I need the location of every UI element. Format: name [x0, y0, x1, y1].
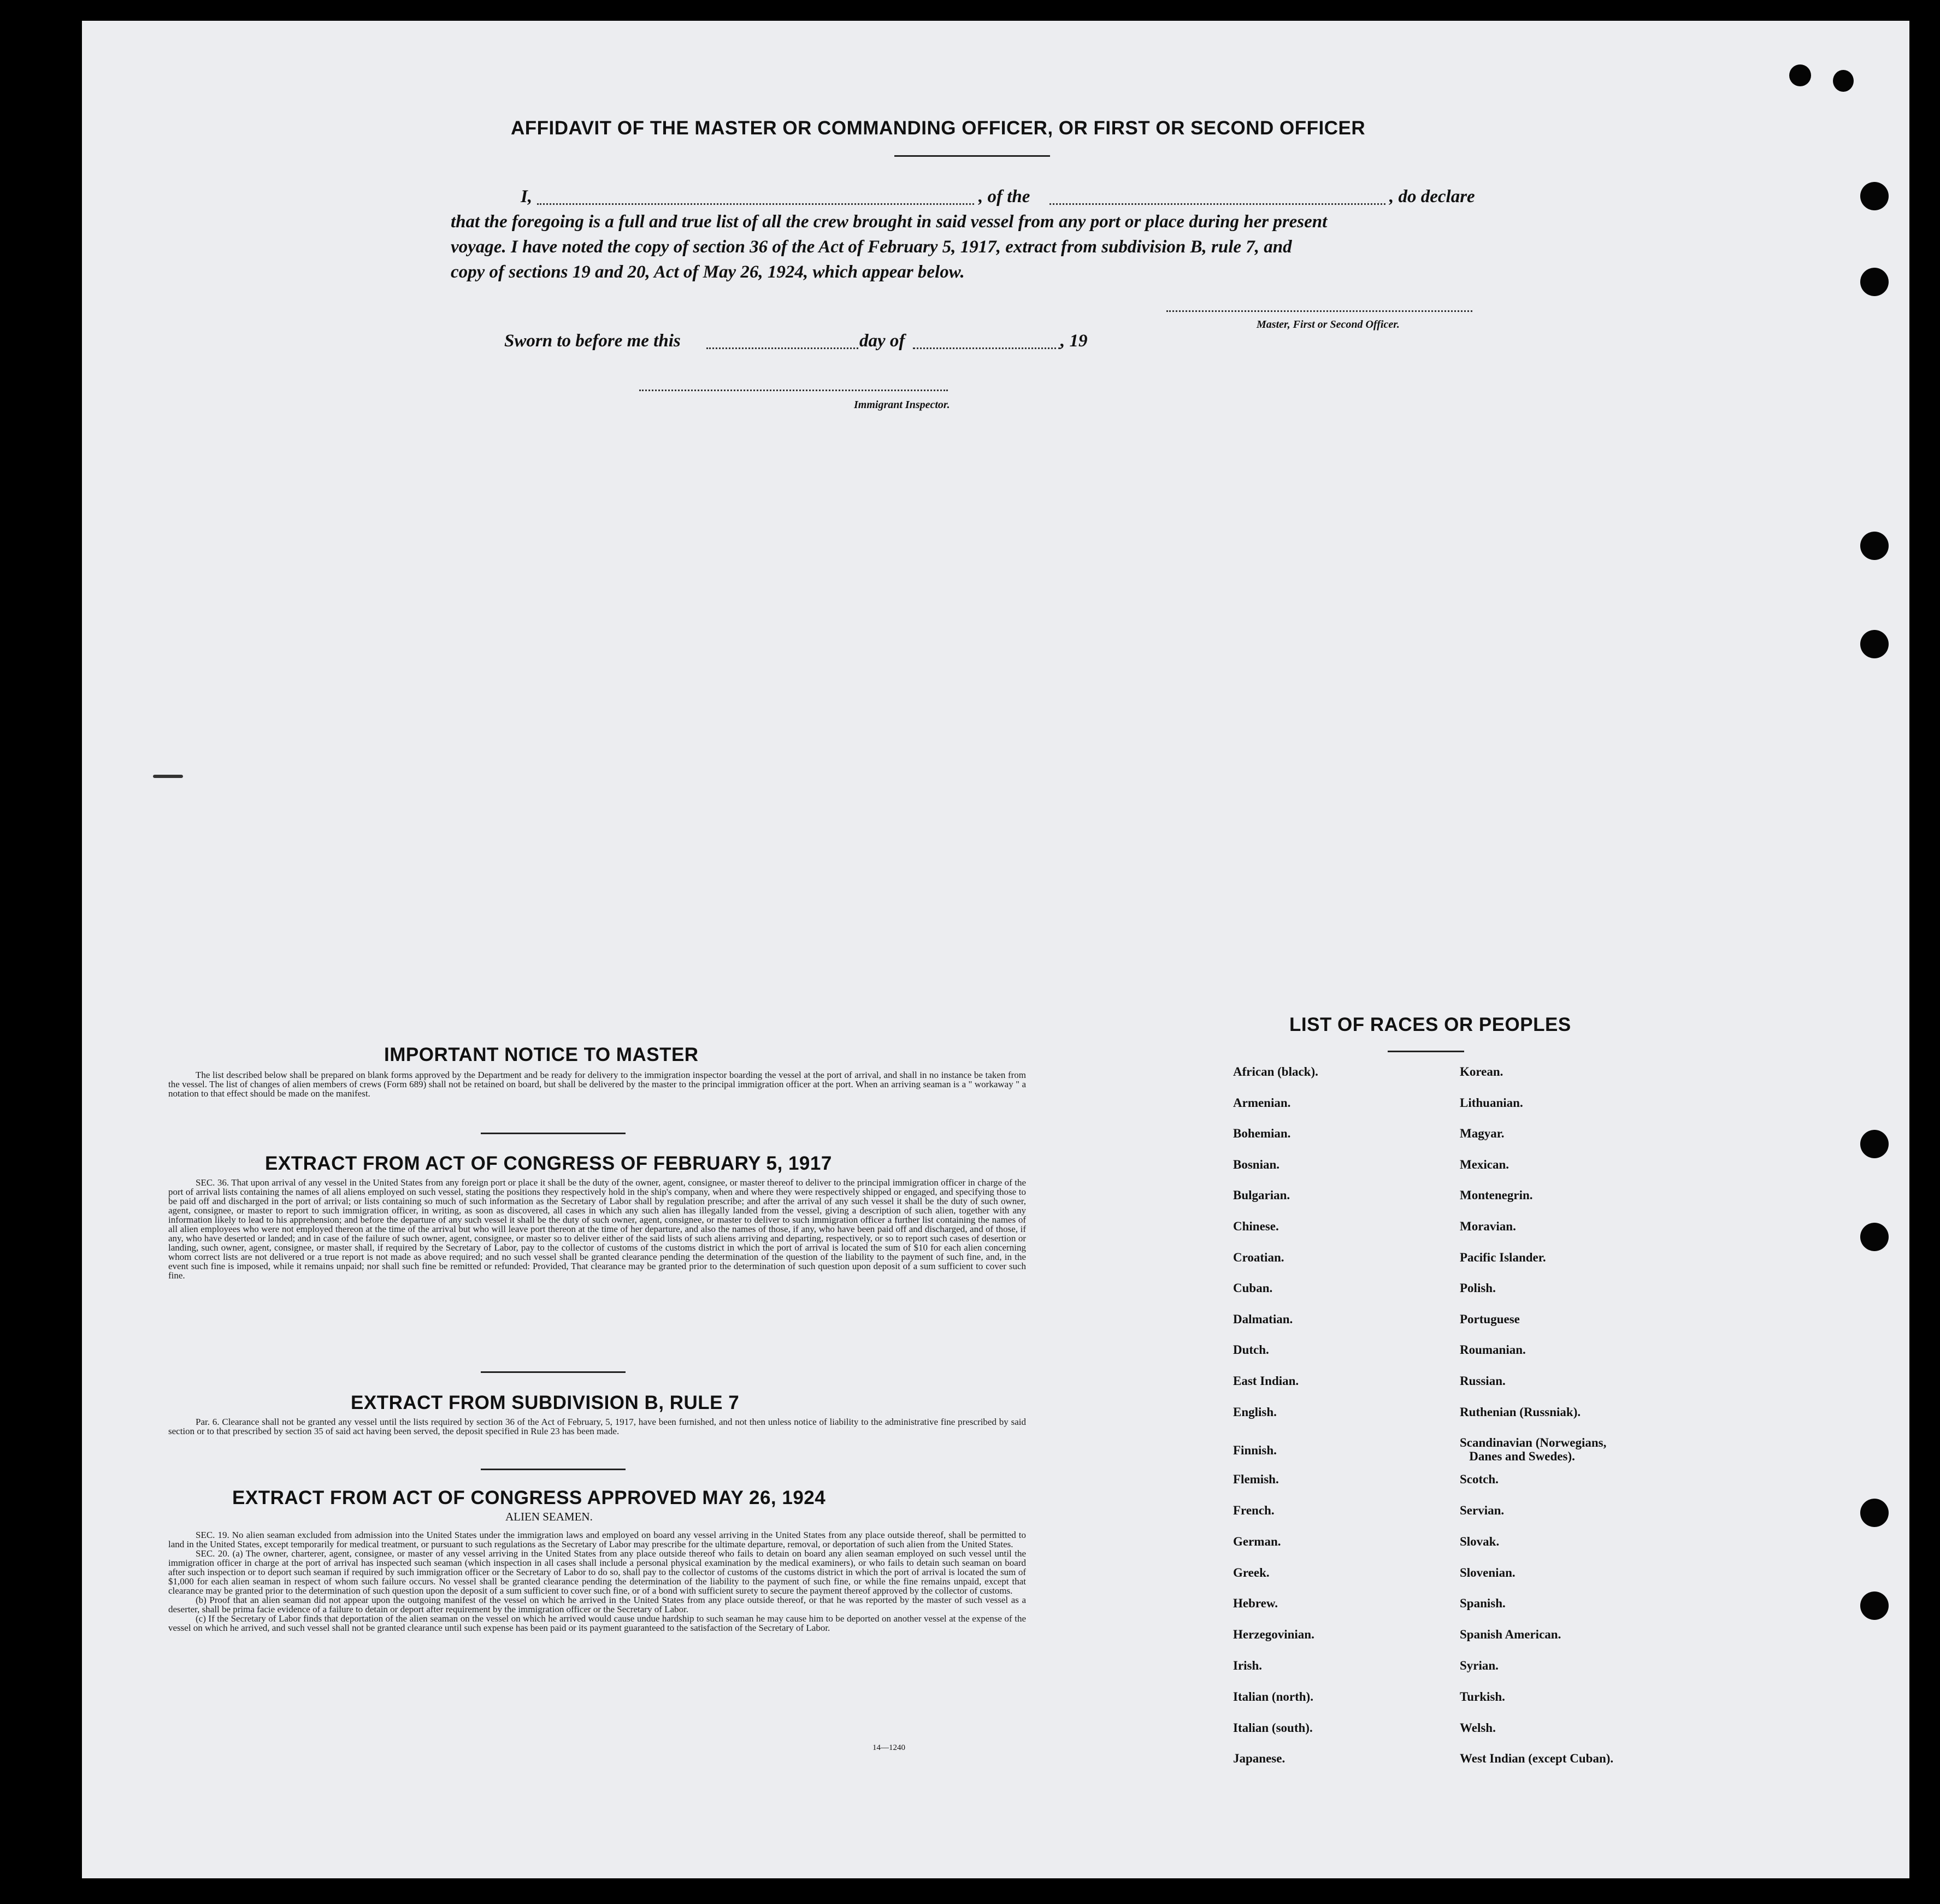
day-blank[interactable]	[706, 347, 858, 349]
punch-hole	[1860, 532, 1889, 560]
section-divider	[481, 1469, 626, 1470]
race-right-item: Welsh.	[1460, 1720, 1496, 1735]
punch-hole	[1789, 64, 1811, 86]
race-right-item: Magyar.	[1460, 1127, 1505, 1141]
race-right-item: Mexican.	[1460, 1157, 1509, 1171]
name-blank[interactable]	[537, 203, 974, 205]
punch-hole	[1833, 70, 1854, 92]
race-left-item: Italian (north).	[1233, 1689, 1313, 1703]
race-left-item: Armenian.	[1233, 1095, 1291, 1110]
race-left-item: Flemish.	[1233, 1472, 1279, 1487]
notice-title: IMPORTANT NOTICE TO MASTER	[384, 1044, 699, 1065]
sec-19: SEC. 19. No alien seaman excluded from admission into the United States under the immigration laws and employed on board any vessel arriving in the United States from any place outside thereof, shall be permitted to land in the United States, except temporarily for medical treatment, or pursuant to such regulations as the Secretary of Labor may prescribe for the ultimate departure, removal, or deportation of such alien from the United States.	[168, 1530, 1026, 1549]
race-right-item: Slovak.	[1460, 1534, 1500, 1548]
title-underline	[894, 155, 1050, 157]
section-divider	[481, 1133, 626, 1134]
race-right-item: Russian.	[1460, 1374, 1506, 1388]
extract-1924-body	[168, 1530, 1026, 1632]
inspector-signature-blank[interactable]	[639, 390, 948, 391]
rule7-title: EXTRACT FROM SUBDIVISION B, RULE 7	[351, 1392, 740, 1413]
race-right-item: Turkish.	[1460, 1689, 1505, 1703]
declare-line-2: that the foregoing is a full and true list of all the crew brought in said vessel from any port or place during her present	[451, 212, 1328, 232]
race-left-item: Cuban.	[1233, 1281, 1273, 1295]
scan-speck	[153, 775, 183, 778]
race-left-item: Dalmatian.	[1233, 1312, 1293, 1326]
form-page	[82, 21, 1909, 1878]
punch-hole	[1860, 1223, 1889, 1251]
race-left-item: French.	[1233, 1504, 1275, 1517]
declare-line-1: I, , of the , do declare	[521, 187, 1475, 207]
race-left-item: Croatian.	[1233, 1250, 1284, 1264]
punch-hole	[1860, 1591, 1889, 1620]
affidavit-title: AFFIDAVIT OF THE MASTER OR COMMANDING OFFICER, OR FIRST OR SECOND OFFICER	[511, 117, 1366, 139]
race-right-item: Syrian.	[1460, 1659, 1499, 1672]
race-left-item: Japanese.	[1233, 1752, 1286, 1766]
race-left-item: Dutch.	[1233, 1343, 1269, 1357]
race-left-item: Hebrew.	[1233, 1596, 1278, 1611]
race-right-item: Moravian.	[1460, 1219, 1516, 1233]
declare-line-4: copy of sections 19 and 20, Act of May 26, 1924, which appear below.	[451, 262, 965, 282]
race-left-item: African (black).	[1233, 1065, 1318, 1078]
race-right-item: Slovenian.	[1460, 1565, 1516, 1579]
race-left-item: Bohemian.	[1233, 1127, 1291, 1141]
master-signature-label: Master, First or Second Officer.	[1257, 319, 1400, 331]
declare-line-3: voyage. I have noted the copy of section 36 of the Act of February 5, 1917, extract from subdivision B, rule 7, and	[451, 237, 1292, 257]
race-right-item: West Indian (except Cuban).	[1460, 1752, 1614, 1766]
race-left-item: Bosnian.	[1233, 1157, 1280, 1171]
race-left-item: Italian (south).	[1233, 1720, 1313, 1735]
punch-hole	[1860, 182, 1889, 210]
sec-20c: (c) If the Secretary of Labor finds that deportation of the alien seaman on the vessel on which he arrived would cause undue hardship to such seaman he may cause him to be deported on another vessel at the expense of the vessel on which he arrived, and such vessel shall not be granted clearance until such expense has been paid or its payment guaranteed to the satisfaction of the Secretary of Labor.	[168, 1613, 1026, 1633]
race-right-item: Spanish.	[1460, 1596, 1506, 1611]
master-signature-blank[interactable]	[1166, 310, 1472, 312]
extract-1917-body: SEC. 36. That upon arrival of any vessel in the United States from any foreign port or place it shall be the duty of the owner, agent, consignee, or master thereof to deliver to the principal immigration officer in charge of the port of arrival lists containing the names of all aliens employed on such vessel, stating the positions they respectively hold in the ship's company, when and where they were respectively shipped or engaged, and specifying those to be paid off and discharged in the port of arrival; or lists containing so much of such information as the Secretary of Labor shall by regulation prescribe; and after the arrival of any such vessel it shall be the duty of such owner, agent, consignee, or master to report to such immigration officer, in writing, as soon as discovered, all cases in which any such alien has illegally landed from the vessel, giving a description of such alien, together with any information likely to lead to his apprehension; and before the departure of any such vessel it shall be the duty of such owner, agent, consignee, or master to deliver to such immigration officer a further list containing the names of all alien employees who were not employed thereon at the time of the arrival but who will leave port thereon at the time of her departure, and also the names of those, if any, who have been paid off and discharged, and of those, if any, who have deserted or landed; and in case of the failure of such owner, agent, consignee, or master so to deliver either of the said lists of such aliens arriving and departing, respectively, or so to report such cases of desertion or landing, such owner, agent, consignee, or master shall, if required by the Secretary of Labor, pay to the collector of customs of the customs district in which the port of arrival is located the sum of $10 for each alien concerning whom correct lists are not delivered or a true report is not made as above required; and no such vessel shall be granted clearance pending the determination of the question of the liability to the payment of such fine, and, in the event such fine is imposed, while it remains unpaid; nor shall such fine be remitted or refunded: Provided, That clearance may be granted prior to the determination of such question upon deposit of a sum sufficient to cover such fine.	[168, 1177, 1026, 1281]
race-left-item: Irish.	[1233, 1659, 1263, 1672]
race-left-item: Bulgarian.	[1233, 1188, 1290, 1202]
race-right-item: Servian.	[1460, 1504, 1505, 1517]
race-right-item: Montenegrin.	[1460, 1188, 1533, 1202]
race-left-item: East Indian.	[1233, 1374, 1299, 1388]
sworn-line: Sworn to before me this day of , 19	[504, 331, 1088, 351]
extract-1917-title: EXTRACT FROM ACT OF CONGRESS OF FEBRUARY 5, 1917	[265, 1153, 832, 1174]
race-left-item: German.	[1233, 1534, 1281, 1548]
race-right-item: Portuguese	[1460, 1312, 1520, 1326]
vessel-blank[interactable]	[1049, 203, 1385, 205]
race-right-item: Lithuanian.	[1460, 1095, 1523, 1110]
race-left-item: Finnish.	[1233, 1443, 1277, 1458]
rule7-body: Par. 6. Clearance shall not be granted any vessel until the lists required by section 36 of the Act of February, 5, 1917, have been furnished, and not then unless notice of liability to the administrative fine prescribed by said section or to that prescribed by section 35 of said act having been served, the deposit specified in Rule 23 has been made.	[168, 1417, 1026, 1436]
section-divider	[481, 1371, 626, 1373]
race-left-item: English.	[1233, 1405, 1277, 1419]
inspector-label: Immigrant Inspector.	[854, 399, 950, 411]
races-title: LIST OF RACES OR PEOPLES	[1289, 1014, 1571, 1035]
race-right-item: Scandinavian (Norwegians, Danes and Swedes).	[1460, 1436, 1607, 1464]
race-right-item: Pacific Islander.	[1460, 1250, 1546, 1264]
punch-hole	[1860, 268, 1889, 296]
alien-seamen-subtitle: ALIEN SEAMEN.	[505, 1510, 593, 1523]
form-number: 14—1240	[872, 1743, 905, 1752]
month-blank[interactable]	[913, 347, 1060, 349]
race-right-item: Roumanian.	[1460, 1343, 1526, 1357]
race-right-item: Ruthenian (Russniak).	[1460, 1405, 1581, 1419]
races-title-underline	[1388, 1051, 1464, 1052]
sec-20a: SEC. 20. (a) The owner, charterer, agent, consignee, or master of any vessel arriving in the United States from any place outside thereof who fails to detain on board any alien seaman employed on such vessel until the immigration officer in charge at the port of arrival has inspected such seaman (which inspection in all cases shall include a personal physical examination by the medical examiners), or who fails to detain such seaman on board after such inspection or to deport such seaman if required by such immigration officer or the Secretary of Labor to do so, shall pay to the collector of customs of the customs district in which the port of arrival is located the sum of $1,000 for each alien seaman in respect of whom such failure occurs. No vessel shall be granted clearance pending the determination of the liability to the payment of such fine, or while the fine remains unpaid, except that clearance may be granted prior to the determination of such question upon the deposit of a sum sufficient to cover such fine, or of a bond with sufficient surety to secure the payment thereof approved by the collector of customs.	[168, 1548, 1026, 1596]
race-left-item: Herzegovinian.	[1233, 1628, 1314, 1642]
punch-hole	[1860, 630, 1889, 658]
punch-hole	[1860, 1130, 1889, 1158]
punch-hole	[1860, 1499, 1889, 1527]
race-right-item: Spanish American.	[1460, 1628, 1561, 1642]
sec-20b: (b) Proof that an alien seaman did not appear upon the outgoing manifest of the vessel on which he arrived in the United States from any place outside thereof, or that he was reported by the master of such vessel as a deserter, shall be prima facie evidence of a failure to detain or deport after requirement by the immigration officer or the Secretary of Labor.	[168, 1595, 1026, 1614]
race-left-item: Greek.	[1233, 1565, 1270, 1579]
race-left-item: Chinese.	[1233, 1219, 1279, 1233]
race-right-item: Polish.	[1460, 1281, 1496, 1295]
extract-1924-title: EXTRACT FROM ACT OF CONGRESS APPROVED MAY 26, 1924	[232, 1487, 826, 1508]
race-right-item: Scotch.	[1460, 1472, 1499, 1487]
race-right-item: Korean.	[1460, 1065, 1503, 1078]
notice-body: The list described below shall be prepared on blank forms approved by the Department and be ready for delivery to the immigration inspector boarding the vessel at the port of arrival, and shall in no instance be taken from the vessel. The list of changes of alien members of crews (Form 689) shall not be retained on board, but shall be delivered by the master to the principal immigration officer at the port. When an arriving seaman is a " workaway " a notation to that effect should be made on the manifest.	[168, 1070, 1026, 1099]
